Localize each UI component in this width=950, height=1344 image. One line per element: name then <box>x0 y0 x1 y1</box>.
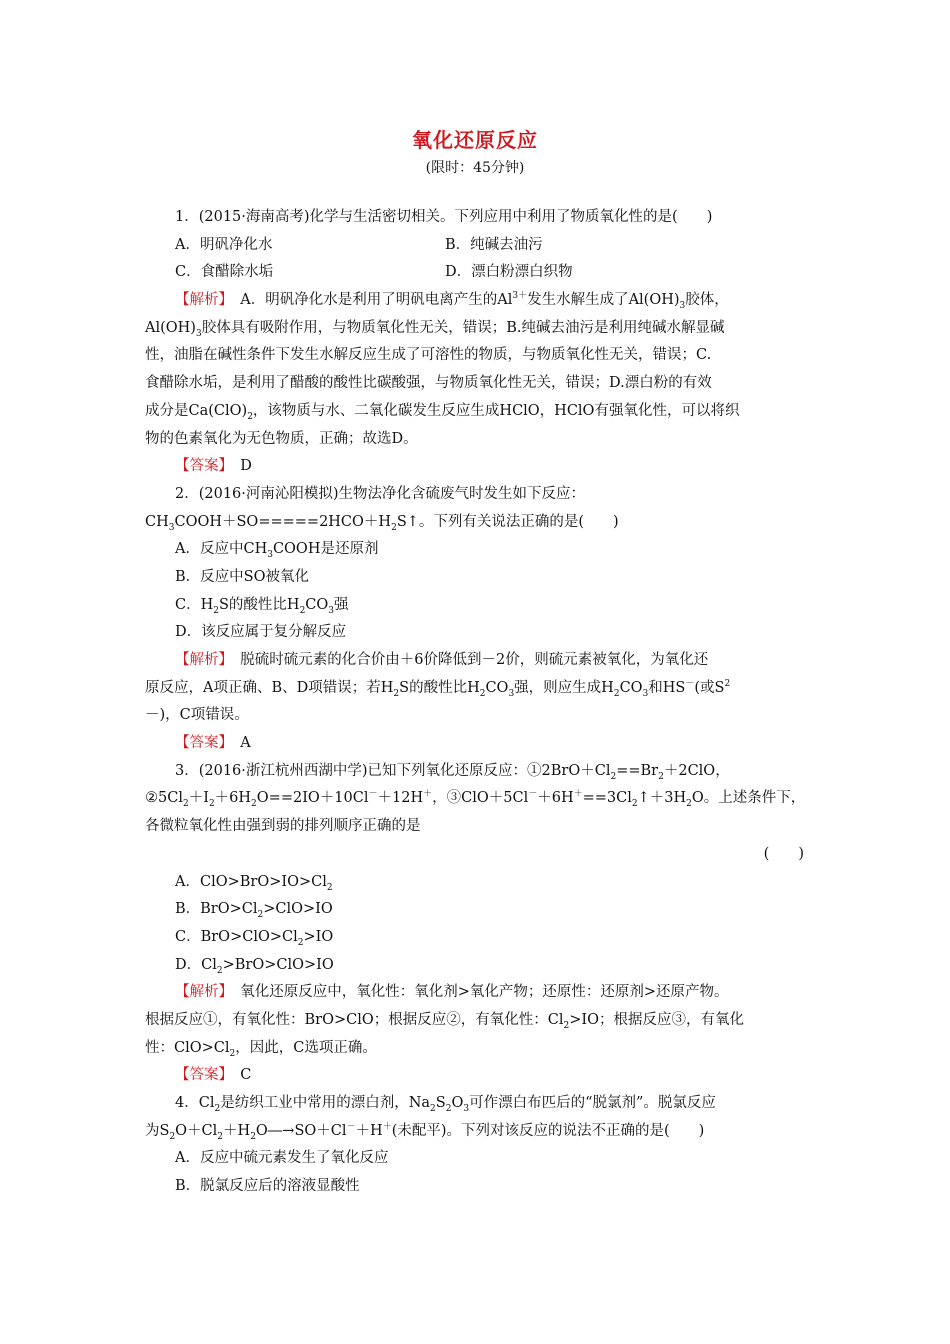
q1-option-c: C．食醋除水垢 <box>175 264 274 281</box>
q3-analysis-line-1: 【解析】 氧化还原反应中，氧化性：氧化剂>氧化产物；还原性：还原剂>还原产物。 <box>175 984 729 1001</box>
q4-option-a: A．反应中硫元素发生了氧化反应 <box>175 1150 389 1167</box>
q1-analysis-line-4: 食醋除水垢，是利用了醋酸的酸性比碳酸强，与物质氧化性无关，错误；D.漂白粉的有效 <box>145 375 712 392</box>
q1-stem: 1．(2015·海南高考)化学与生活密切相关。下列应用中利用了物质氧化性的是( ) <box>175 209 713 225</box>
q4-stem-line-1: 4．$Cl_2$是纺织工业中常用的漂白剂，$Na_2S_2O_3$可作漂白布匹后的“脱氯剂”。脱氯反应 <box>175 1095 716 1114</box>
q1-options-cd <box>145 259 810 287</box>
q4-stem-line-2: 为$S_2O+Cl_2+H_2O―\to SO+Cl^-+H^+$(未配平)。下列对该反应的说法不正确的是( ) <box>145 1121 705 1142</box>
q1-analysis-line-5: 成分是$Ca(ClO)_2$，该物质与水、二氧化碳发生反应生成HClO，HClO有强氧化性，可以将织 <box>145 402 740 422</box>
time-limit: (限时：45分钟) <box>425 160 525 176</box>
q2-analysis-line-1: 【解析】 脱硫时硫元素的化合价由＋6价降低到－2价，则硫元素被氧化，为氧化还 <box>175 652 709 668</box>
q2-option-d: D．该反应属于复分解反应 <box>175 624 347 641</box>
q1-analysis-line-3: 性，油脂在碱性条件下发生水解反应生成了可溶性的物质，与物质氧化性无关，错误；C. <box>145 347 712 364</box>
q3-answer-paren: ( ) <box>763 845 804 862</box>
q1-option-b: B．纯碱去油污 <box>445 236 543 253</box>
q2-equation: $CH_3COOH+SO=====2HCO+H_2S↑$。下列有关说法正确的是( ) <box>145 513 619 533</box>
q3-analysis-line-3: 性：$ClO>Cl_2$，因此，C选项正确。 <box>145 1039 377 1059</box>
q2-answer: 【答案】 A <box>175 735 251 752</box>
q4-option-b: B．脱氯反应后的溶液显酸性 <box>175 1178 360 1195</box>
analysis-tag: 【解析】 <box>175 984 226 1001</box>
q2-stem: 2．(2016·河南沁阳模拟)生物法净化含硫废气时发生如下反应： <box>175 485 586 502</box>
q2-option-a: A．反应中$CH_3COOH$是还原剂 <box>175 541 379 561</box>
q3-stem-line-1: 3．(2016·浙江杭州西湖中学)已知下列氧化还原反应：$①2BrO+Cl_2==Br_2+2ClO$， <box>175 762 730 782</box>
q2-analysis-line-3: －)，C项错误。 <box>145 707 249 724</box>
analysis-tag: 【解析】 <box>175 652 226 668</box>
q3-option-d: D．$Cl_2>BrO>ClO>IO$ <box>175 956 334 976</box>
q1-option-d: D．漂白粉漂白织物 <box>445 264 573 281</box>
answer-tag: 【答案】 <box>175 1067 226 1084</box>
q3-answer: 【答案】 C <box>175 1067 252 1084</box>
q1-analysis-line-6: 物的色素氧化为无色物质，正确；故选D。 <box>145 430 418 447</box>
analysis-tag: 【解析】 <box>175 292 226 309</box>
q3-option-a: A．$ClO>BrO>IO>Cl_2$ <box>175 873 333 893</box>
page-title: 氧化还原反应 <box>412 128 538 152</box>
q1-options-ab <box>145 232 810 260</box>
q2-option-b: B．反应中SO被氧化 <box>175 568 309 585</box>
q3-stem-line-3: 各微粒氧化性由强到弱的排列顺序正确的是 <box>145 818 421 835</box>
q3-stem-line-2: $②5Cl_2+I_2+6H_2O==2IO+10Cl^-+12H^+$，$③ClO+5Cl^-+6H^+==3Cl_2↑+3H_2O$。上述条件下， <box>145 789 806 810</box>
q2-option-c: C．$H_2S$的酸性比$H_2CO_3$强 <box>175 596 349 616</box>
q3-analysis-line-2: 根据反应①，有氧化性：BrO>ClO；根据反应②，有氧化性：$Cl_2>IO$；根据反应③，有氧化 <box>145 1011 744 1031</box>
q1-analysis-line-2: $Al(OH)_3$胶体具有吸附作用，与物质氧化性无关，错误；B.纯碱去油污是利用纯碱水解显碱 <box>145 319 725 339</box>
q3-option-b: B．$BrO>Cl_2>ClO>IO$ <box>175 901 333 921</box>
q3-option-c: C．$BrO>ClO>Cl_2>IO$ <box>175 928 334 948</box>
answer-tag: 【答案】 <box>175 458 226 475</box>
q1-answer: 【答案】 D <box>175 458 252 475</box>
q2-analysis-line-2: 原反应，A项正确、B、D项错误；若$H_2S$的酸性比$H_2CO_3$强，则应生成$H_2CO_3$和HS－(或$S^2$ <box>145 678 731 699</box>
q1-option-a: A．明矾净化水 <box>175 236 273 253</box>
question-list <box>145 204 810 1201</box>
q1-analysis-line-1: 【解析】 A．明矾净化水是利用了明矾电离产生的$Al^{3+}$发生水解生成了$Al(OH)_3$胶体， <box>175 291 729 311</box>
answer-tag: 【答案】 <box>175 735 226 752</box>
